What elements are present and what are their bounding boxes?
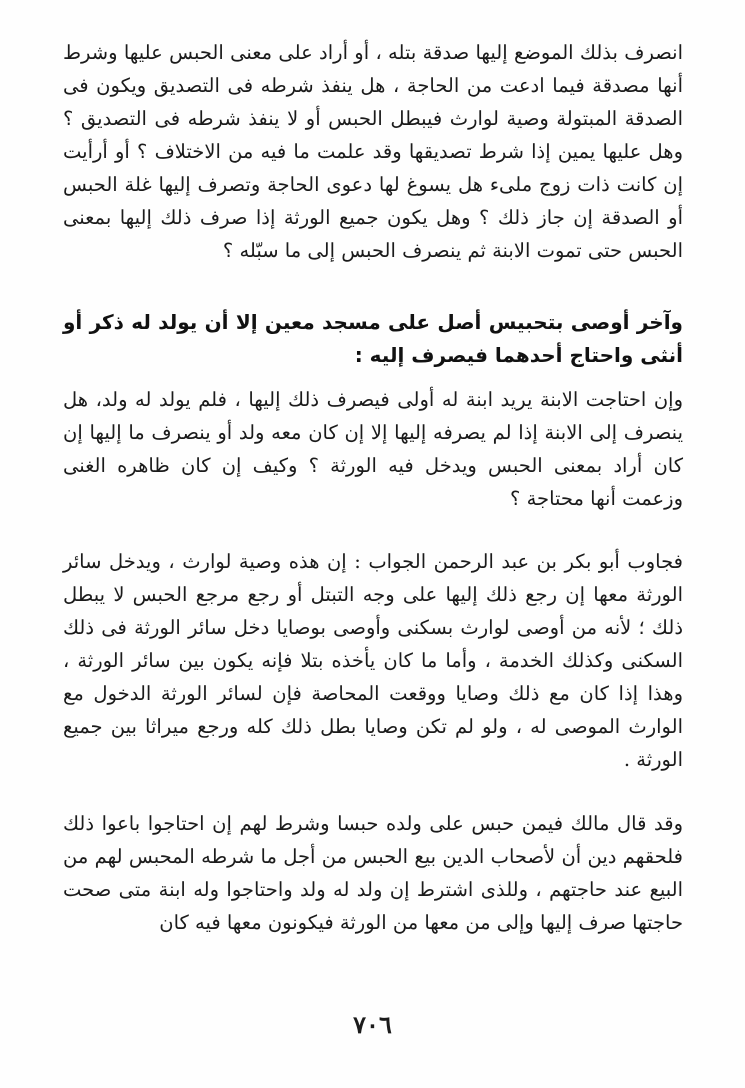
paragraph-3: فجاوب أبو بكر بن عبد الرحمن الجواب : إن هذه وصية لوارث ، ويدخل سائر الورثة معها إن رجع ذلك إليها على وجه التبتل أو رجع مرجع الحبس لا يبطل ذلك ؛ لأنه من أوصى لوارث بسكنى وأوصى بوصايا دخل سائر الورثة فى ذلك السكنى وكذلك الخدمة ، وأما ما كان يأخذه بتلا فإنه يكون بين سائر الورثة ، وهذا إذا كان مع ذلك وصايا ووقعت المحاصة فإن لسائر الورثة الدخول مع الوارث الموصى له ، ولو لم تكن وصايا بطل ذلك كله ورجع ميراثا بين جميع الورثة . — [63, 550, 683, 771]
paragraph-1: انصرف بذلك الموضع إليها صدقة بتله ، أو أراد على معنى الحبس عليها وشرط أنها مصدقة فيما ادعت من الحاجة ، هل ينفذ شرطه فى التصديق ويكون فى الصدقة المبتولة وصية لوارث فيبطل الحبس أو لا ينفذ شرطه فى التصديق ؟ وهل عليها يمين إذا شرط تصديقها وقد علمت ما فيه من الاختلاف ؟ أو أرأيت إن كانت ذات زوج ملىء هل يسوغ لها دعوى الحاجة وتصرف إليها غلة الحبس أو الصدقة إن جاز ذلك ؟ وهل يكون جميع الورثة إذا صرف ذلك إليها بمعنى الحبس حتى تموت الابنة ثم ينصرف الحبس إلى ما سبّله ؟ — [63, 41, 683, 262]
paragraph-2: وإن احتاجت الابنة يريد ابنة له أولى فيصرف ذلك إليها ، فلم يولد له ولد، هل ينصرف إلى الابنة إذا لم يصرفه إليها إلا إن كان معه ولد أو ينصرف ما إليها إن كان أراد بمعنى الحبس ويدخل فيه الورثة ؟ وكيف إن كان ظاهره الغنى وزعمت أنها محتاجة ؟ — [63, 388, 683, 510]
page-number: ٧٠٦ — [353, 1010, 392, 1039]
paragraph-4: وقد قال مالك فيمن حبس على ولده حبسا وشرط لهم إن احتاجوا باعوا ذلك فلحقهم دين أن لأصحاب الدين بيع الحبس من أجل ما شرطه المحبس لهم من البيع عند حاجتهم ، وللذى اشترط إن ولد له ولد واحتاجوا وله ابنة متى صحت حاجتها صرف إليها وإلى من معها من الورثة فيكونون معها فيه كان — [63, 812, 683, 934]
section-heading: وآخر أوصى بتحبيس أصل على مسجد معين إلا أن يولد له ذكر أو أنثى واحتاج أحدهما فيصرف إليه : — [63, 310, 683, 367]
